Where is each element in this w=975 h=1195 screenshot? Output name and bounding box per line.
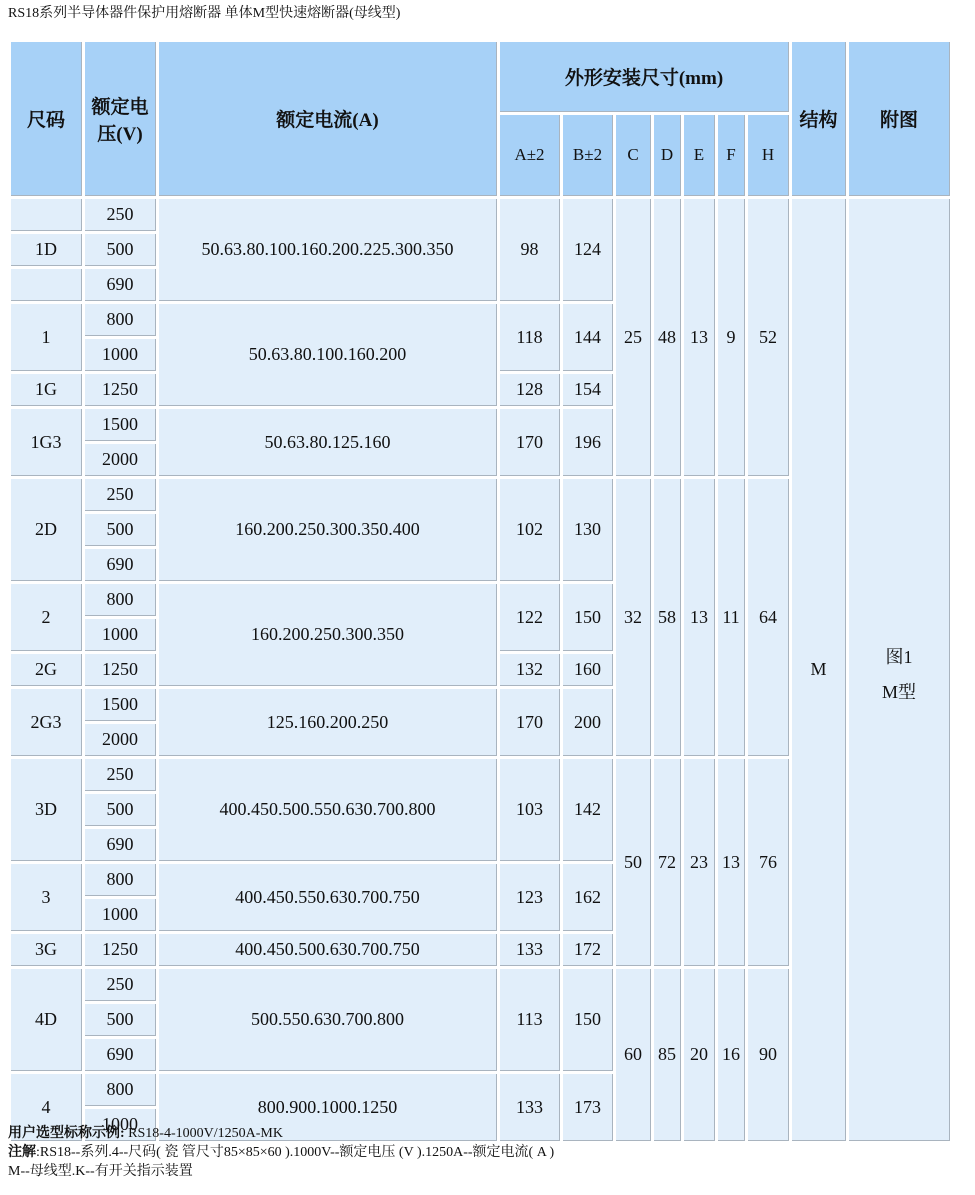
voltage-cell: 1000 [85,899,156,931]
size-cell: 3 [11,864,82,931]
b-cell: 150 [563,969,613,1071]
size-cell: 2 [11,584,82,651]
a-cell: 122 [500,584,560,651]
size-cell: 4 [11,1074,82,1141]
voltage-cell: 1250 [85,654,156,686]
size-cell-blank [11,269,82,301]
b-cell: 150 [563,584,613,651]
a-cell: 170 [500,689,560,756]
current-cell: 50.63.80.100.160.200 [159,304,497,406]
size-cell: 1 [11,304,82,371]
e-cell: 23 [684,759,715,966]
d-cell: 85 [654,969,681,1141]
example-label: 用户选型标称示例: [8,1126,125,1141]
header-current: 额定电流(A) [159,42,497,196]
h-cell: 64 [748,479,789,756]
voltage-cell: 1000 [85,619,156,651]
voltage-cell: 1250 [85,934,156,966]
h-cell: 52 [748,199,789,476]
b-cell: 154 [563,374,613,406]
page-title: RS18系列半导体器件保护用熔断器 单体M型快速熔断器(母线型) [8,6,401,21]
figure-number: 图1 [885,646,913,667]
current-cell: 400.450.500.630.700.750 [159,934,497,966]
b-cell: 160 [563,654,613,686]
a-cell: 118 [500,304,560,371]
c-cell: 50 [616,759,651,966]
voltage-cell: 800 [85,1074,156,1106]
b-cell: 200 [563,689,613,756]
voltage-cell: 690 [85,1039,156,1071]
spec-table [8,39,953,1144]
size-cell: 3D [11,759,82,861]
voltage-cell: 1000 [85,1109,156,1141]
notes-section [8,1124,554,1181]
voltage-cell: 690 [85,269,156,301]
b-cell: 196 [563,409,613,476]
size-cell-blank [11,199,82,231]
size-cell: 2D [11,479,82,581]
a-cell: 133 [500,934,560,966]
current-cell: 800.900.1000.1250 [159,1074,497,1141]
a-cell: 132 [500,654,560,686]
a-cell: 133 [500,1074,560,1141]
voltage-cell: 500 [85,234,156,266]
size-cell: 4D [11,969,82,1071]
a-cell: 102 [500,479,560,581]
header-e: E [684,115,715,196]
b-cell: 173 [563,1074,613,1141]
note-line-2: M--母线型.K--有开关指示装置 [8,1164,193,1179]
a-cell: 113 [500,969,560,1071]
header-d: D [654,115,681,196]
voltage-cell: 800 [85,304,156,336]
b-cell: 172 [563,934,613,966]
figure-cell [849,199,950,1141]
voltage-cell: 250 [85,199,156,231]
voltage-cell: 800 [85,864,156,896]
b-cell: 142 [563,759,613,861]
voltage-cell: 690 [85,829,156,861]
size-cell: 1D [11,234,82,266]
figure-type: M型 [881,681,916,702]
a-cell: 170 [500,409,560,476]
current-cell: 160.200.250.300.350.400 [159,479,497,581]
f-cell: 11 [718,479,745,756]
b-cell: 144 [563,304,613,371]
f-cell: 13 [718,759,745,966]
header-a: A±2 [500,115,560,196]
current-cell: 50.63.80.100.160.200.225.300.350 [159,199,497,301]
header-c: C [616,115,651,196]
voltage-cell: 1500 [85,689,156,721]
current-cell: 400.450.550.630.700.750 [159,864,497,931]
a-cell: 98 [500,199,560,301]
voltage-cell: 250 [85,759,156,791]
c-cell: 32 [616,479,651,756]
d-cell: 58 [654,479,681,756]
f-cell: 16 [718,969,745,1141]
voltage-cell: 500 [85,794,156,826]
a-cell: 128 [500,374,560,406]
structure-cell: M [792,199,846,1141]
b-cell: 124 [563,199,613,301]
header-b: B±2 [563,115,613,196]
size-cell: 2G [11,654,82,686]
voltage-cell: 690 [85,549,156,581]
e-cell: 13 [684,199,715,476]
voltage-cell: 1000 [85,339,156,371]
header-h: H [748,115,789,196]
voltage-cell: 1250 [85,374,156,406]
h-cell: 90 [748,969,789,1141]
a-cell: 123 [500,864,560,931]
current-cell: 400.450.500.550.630.700.800 [159,759,497,861]
c-cell: 60 [616,969,651,1141]
voltage-cell: 250 [85,479,156,511]
d-cell: 48 [654,199,681,476]
current-cell: 125.160.200.250 [159,689,497,756]
example-value: RS18-4-1000V/1250A-MK [124,1126,283,1141]
voltage-cell: 500 [85,1004,156,1036]
c-cell: 25 [616,199,651,476]
header-f: F [718,115,745,196]
voltage-cell: 250 [85,969,156,1001]
header-size: 尺码 [11,42,82,196]
voltage-cell: 1500 [85,409,156,441]
note-label: 注解 [8,1145,36,1160]
f-cell: 9 [718,199,745,476]
note-value: :RS18--系列.4--尺码( 瓷 管尺寸85×85×60 ).1000V--额定电压 (V ).1250A--额定电流( A ) [36,1145,555,1160]
voltage-cell: 2000 [85,724,156,756]
voltage-cell: 2000 [85,444,156,476]
d-cell: 72 [654,759,681,966]
header-voltage: 额定电压(V) [85,42,156,196]
voltage-cell: 800 [85,584,156,616]
size-cell: 2G3 [11,689,82,756]
voltage-cell: 500 [85,514,156,546]
h-cell: 76 [748,759,789,966]
e-cell: 20 [684,969,715,1141]
a-cell: 103 [500,759,560,861]
header-figure: 附图 [849,42,950,196]
note-line [8,1143,554,1162]
size-cell: 3G [11,934,82,966]
size-cell: 1G3 [11,409,82,476]
b-cell: 162 [563,864,613,931]
current-cell: 50.63.80.125.160 [159,409,497,476]
e-cell: 13 [684,479,715,756]
size-cell: 1G [11,374,82,406]
header-structure: 结构 [792,42,846,196]
b-cell: 130 [563,479,613,581]
current-cell: 160.200.250.300.350 [159,584,497,686]
example-line [8,1124,554,1143]
header-dimensions: 外形安装尺寸(mm) [500,42,789,112]
current-cell: 500.550.630.700.800 [159,969,497,1071]
